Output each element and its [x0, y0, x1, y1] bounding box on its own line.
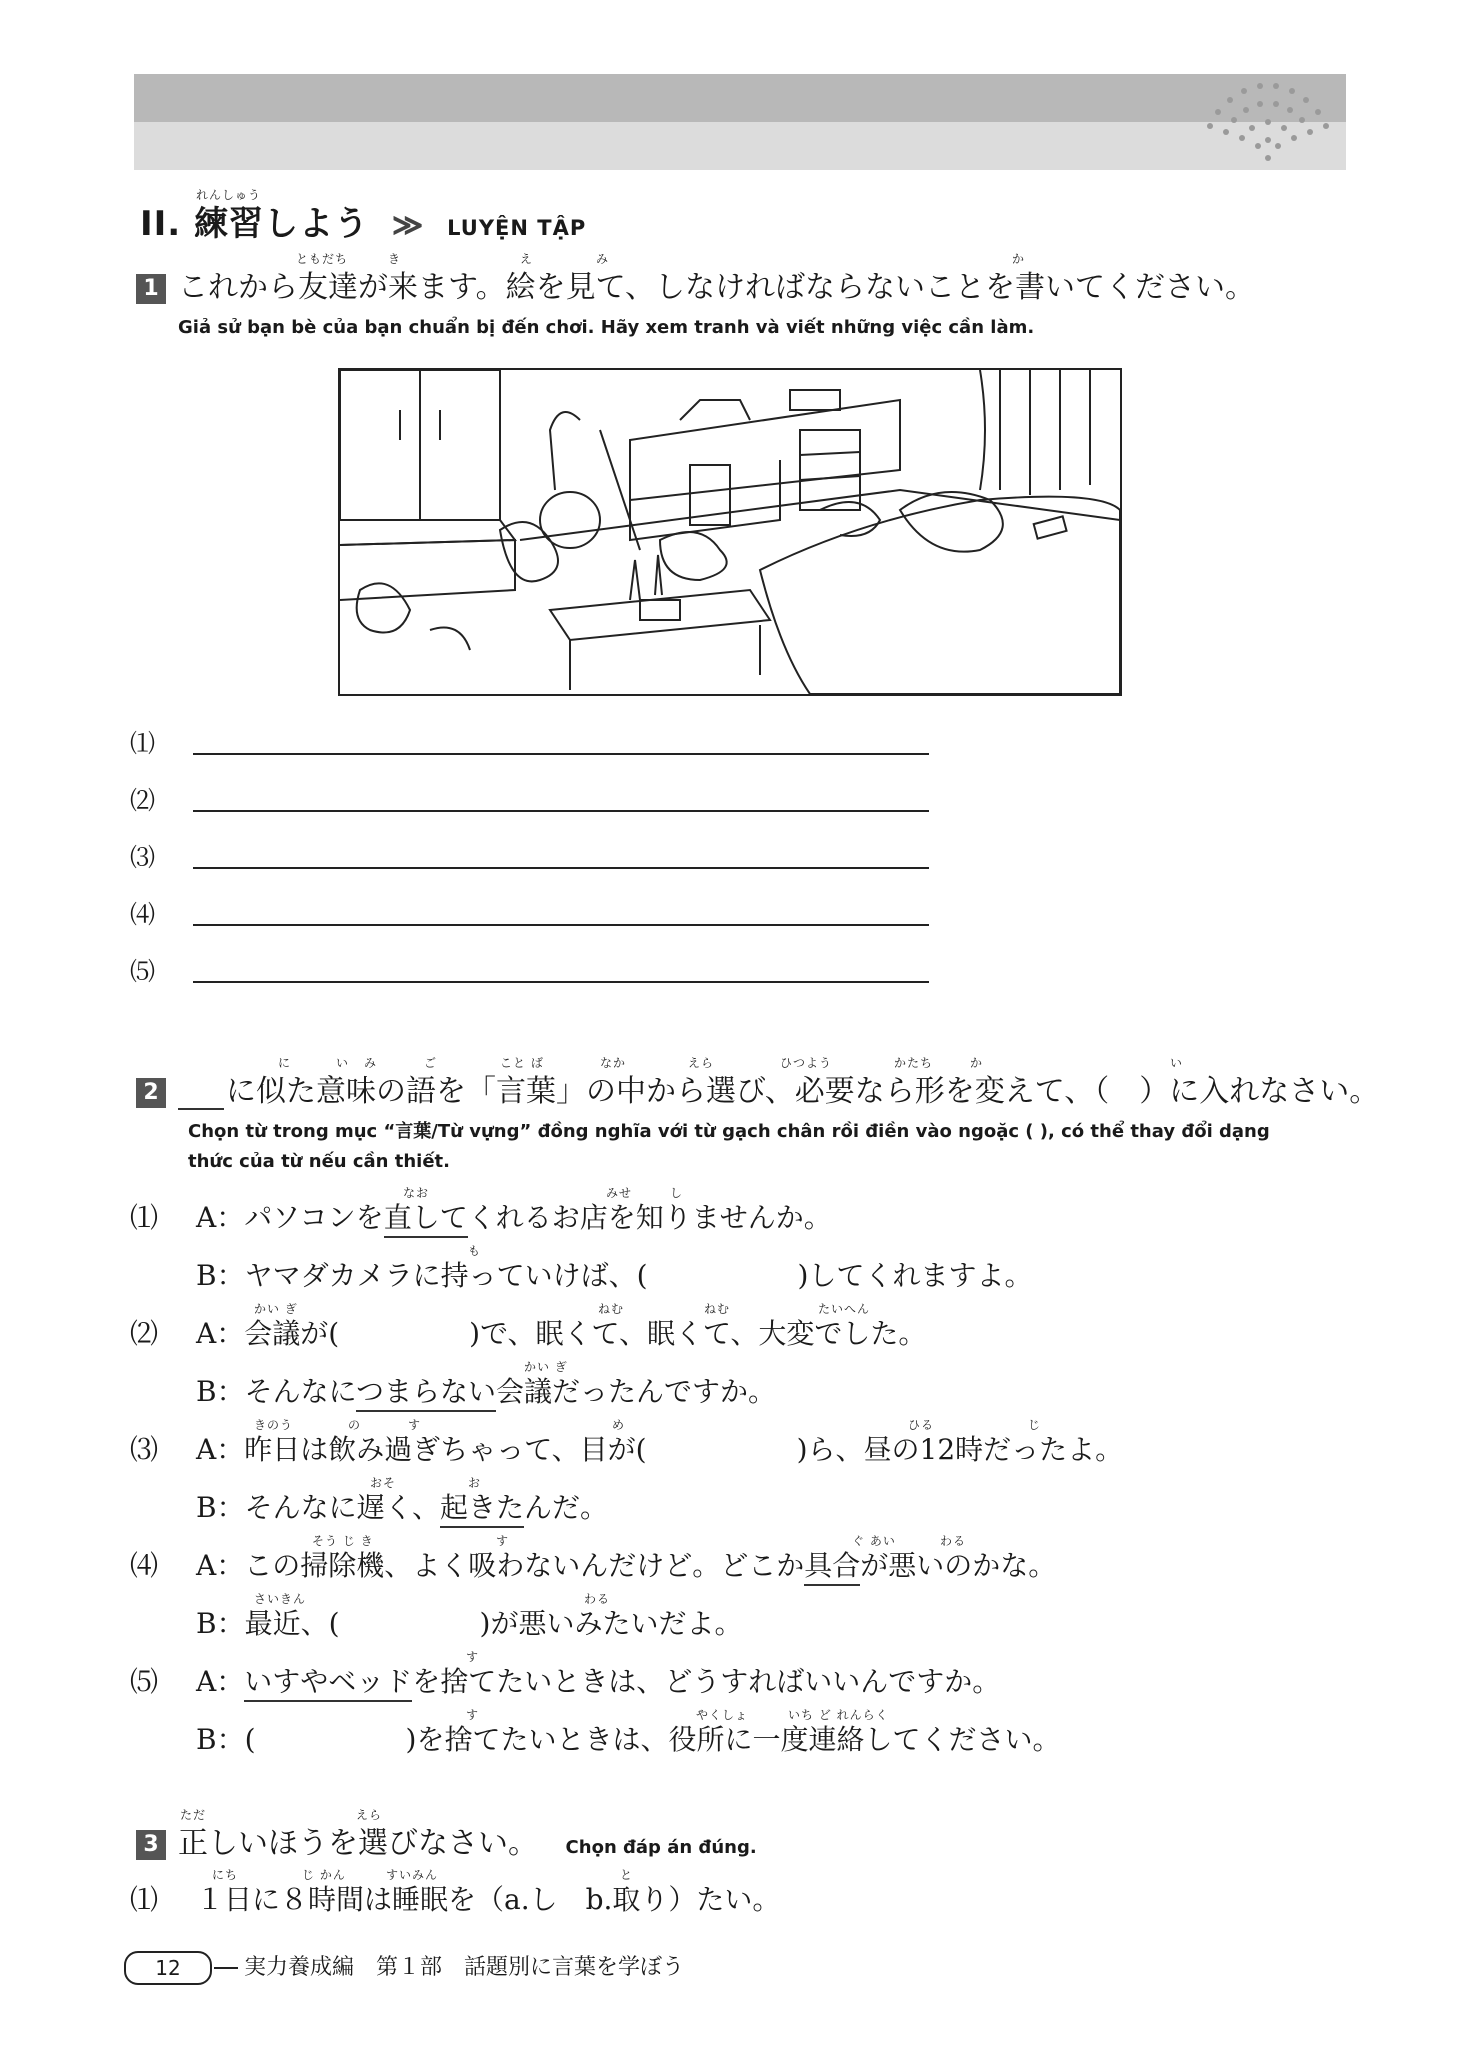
q2-item3-b-line: [196, 1486, 608, 1526]
q2-item2-a-ruby-3: ねむ: [704, 1302, 731, 1316]
q3-item-ruby-2: じ かん: [302, 1868, 346, 1882]
q2-number-badge: 2: [136, 1078, 166, 1108]
section-title-text: 練習しよう: [194, 204, 370, 244]
q2-ruby-9: かたち: [894, 1056, 934, 1070]
q2-item1-a-line: [196, 1196, 832, 1236]
q2-item4-a-underlined: 具合: [804, 1549, 860, 1586]
speaker-b-label: B：: [196, 1259, 245, 1292]
q2-item2-b-line: [196, 1370, 776, 1410]
q3-ruby-2: えら: [356, 1808, 383, 1822]
q2-item1-a-post: くれるお店を知りませんか。: [467, 1201, 832, 1234]
footer-text: 実力養成編 第１部 話題別に言葉を学ぼう: [244, 1955, 685, 1980]
q2-item2-a-pre: 会議が(: [244, 1317, 340, 1350]
q2-item3-b-ruby-1: おそ: [370, 1476, 397, 1490]
header-band-bottom: [134, 122, 1346, 170]
q2-item3-a-post: )ら、昼の12時だったよ。: [796, 1433, 1124, 1466]
q2-item3-number: ⑶: [130, 1433, 159, 1466]
q2-ruby-10: か: [970, 1056, 984, 1070]
q2-item3-a-ruby-6: じ: [1028, 1418, 1042, 1432]
speaker-a-label: A：: [196, 1665, 245, 1698]
q2-item4-a-ruby-3: ぐ あい: [852, 1534, 896, 1548]
q2-item4-a-line: [196, 1544, 1056, 1584]
q2-item3-a-ruby-4: め: [612, 1418, 626, 1432]
q2-ruby-8: ひつよう: [780, 1056, 833, 1070]
q3-item-ruby-4: と: [620, 1868, 634, 1882]
room-drawing: [340, 370, 1120, 694]
q2-ruby-6: なか: [600, 1056, 627, 1070]
answer-label-3: ⑶: [130, 843, 156, 872]
answer-blank-4[interactable]: [193, 924, 929, 926]
answer-blank-3[interactable]: [193, 867, 929, 869]
page-footer: [124, 1950, 684, 1985]
q2-item1-b-ruby-1: も: [468, 1244, 482, 1258]
q2-item2-b-underlined: つまらない: [356, 1375, 496, 1412]
q2-item4-b-post: )が悪いみたいだよ。: [479, 1607, 743, 1640]
q2-item3-b-pre: そんなに遅く、: [244, 1491, 441, 1524]
q2-ruby-7: えら: [688, 1056, 715, 1070]
q2-item4-b-ruby-2: わる: [584, 1592, 611, 1606]
q2-item3-b-underlined: 起きた: [440, 1491, 524, 1528]
answer-blank-5[interactable]: [193, 981, 929, 983]
q2-item1-a-ruby-3: し: [670, 1186, 684, 1200]
q2-item1-b-post: )してくれますよ。: [797, 1259, 1033, 1292]
q2-item2-a-ruby-2: ねむ: [598, 1302, 625, 1316]
q2-item3-b-ruby-2: お: [468, 1476, 482, 1490]
q2-item4-b-ruby-1: さいきん: [254, 1592, 307, 1606]
answer-blank-1[interactable]: [193, 753, 929, 755]
q2-item5-a-line: [196, 1660, 1000, 1700]
q1-instruction: これから友達が来ます。絵を見て、しなければならないことを書いてください。: [178, 270, 1255, 305]
q1-subtitle: Giả sử bạn bè của bạn chuẩn bị đến chơi. Hãy xem tranh và viết những việc cần làm.: [178, 317, 1035, 338]
header-band: [134, 74, 1346, 170]
q3-instruction: 正しいほうを選びなさい。: [178, 1826, 538, 1861]
footer-rule: [214, 1967, 238, 1969]
q1-number-badge: 1: [136, 274, 166, 304]
speaker-a-label: A：: [196, 1317, 245, 1350]
answer-label-2: ⑵: [130, 786, 156, 815]
q2-item5-number: ⑸: [130, 1665, 159, 1698]
messy-room-illustration: [338, 368, 1122, 696]
answer-label-4: ⑷: [130, 900, 156, 929]
q2-item2-number: ⑵: [130, 1317, 159, 1350]
q3-ruby-1: ただ: [180, 1808, 207, 1822]
q2-item5-b-ruby-2: やくしょ: [696, 1708, 749, 1722]
speaker-b-label: B：: [196, 1607, 245, 1640]
q2-item4-b-pre: 最近、(: [244, 1607, 340, 1640]
q2-item5-b-post: )を捨てたいときは、役所に一度連絡してください。: [405, 1723, 1061, 1756]
q2-item5-a-underlined: いすやベッド: [244, 1665, 412, 1702]
dot-fan-decoration: [1188, 76, 1338, 168]
answer-label-5: ⑸: [130, 957, 156, 986]
q2-item5-b-pre: (: [244, 1723, 256, 1756]
q2-ruby-1: に: [278, 1056, 292, 1070]
q2-item3-a-ruby-2: の: [348, 1418, 362, 1432]
header-band-top: [134, 74, 1346, 122]
q1-ruby-3: え: [520, 252, 534, 266]
q3-item-text[interactable]: １日に８時間は睡眠を（a.し b.取り）たい。: [196, 1883, 781, 1916]
section-numeral: II.: [140, 204, 182, 244]
section-title: [140, 196, 586, 245]
q2-item1-number: ⑴: [130, 1201, 159, 1234]
q2-item3-a-ruby-5: ひる: [908, 1418, 935, 1432]
q2-item2-a-line: [196, 1312, 926, 1352]
answer-line-4[interactable]: [130, 891, 930, 931]
q2-item4-number: ⑷: [130, 1549, 159, 1582]
q2-item4-a-ruby-1: そう じ き: [312, 1534, 374, 1548]
q2-item5-b-ruby-1: す: [466, 1708, 480, 1722]
q2-item5-a-post: を捨てたいときは、どうすればいいんですか。: [412, 1665, 1001, 1698]
q2-ruby-11: い: [1170, 1056, 1184, 1070]
q2-ruby-5: こと ば: [500, 1056, 544, 1070]
q2-item3-a-ruby-3: す: [408, 1418, 422, 1432]
q2-item3-a-pre: 昨日は飲み過ぎちゃって、目が(: [244, 1433, 647, 1466]
q2-item5-b-line: [196, 1718, 1060, 1758]
q2-item3-a-ruby-1: きのう: [254, 1418, 294, 1432]
q1-ruby-2: き: [388, 252, 402, 266]
answer-line-2[interactable]: [130, 777, 930, 817]
answer-line-5[interactable]: [130, 948, 930, 988]
q3-item-ruby-1: にち: [212, 1868, 239, 1882]
q2-item5-a-ruby-1: す: [466, 1650, 480, 1664]
q2-item3-b-post: んだ。: [524, 1491, 609, 1524]
q3-item-number: ⑴: [130, 1883, 159, 1916]
q2-item2-b-post: 会議だったんですか。: [496, 1375, 777, 1408]
q2-subtitle-2: thức của từ nếu cần thiết.: [188, 1151, 450, 1172]
q2-item4-a-ruby-2: す: [496, 1534, 510, 1548]
q2-item1-a-underlined: 直して: [384, 1201, 468, 1238]
speaker-a-label: A：: [196, 1201, 245, 1234]
speaker-b-label: B：: [196, 1491, 245, 1524]
q2-item1-a-pre: パソコンを: [244, 1201, 384, 1234]
q2-item4-a-pre: この掃除機、よく吸わないんだけど。どこか: [244, 1549, 805, 1582]
speaker-a-label: A：: [196, 1549, 245, 1582]
page-number: 12: [124, 1951, 212, 1985]
chevron-right-icon: ≫: [391, 208, 425, 243]
answer-line-1[interactable]: [130, 720, 930, 760]
q2-instruction: に似た意味の語を「言葉」の中から選び、必要なら形を変えて、（ ）に入れなさい。: [226, 1074, 1380, 1109]
q3-item-ruby-3: すいみん: [386, 1868, 439, 1882]
q2-item4-b-line: [196, 1602, 742, 1642]
q2-item2-a-ruby-4: たいへん: [818, 1302, 871, 1316]
q2-item2-b-pre: そんなに: [244, 1375, 357, 1408]
q2-subtitle-1: Chọn từ trong mục “言葉/Từ vựng” đồng nghĩa với từ gạch chân rồi điền vào ngoặc ( ), có thể thay đổi dạng: [188, 1121, 1270, 1142]
q3-heading: [136, 1818, 757, 1863]
q2-underline-blank: [178, 1080, 224, 1110]
q2-ruby-4: ご: [424, 1056, 438, 1070]
q2-item2-b-ruby-1: かい ぎ: [524, 1360, 568, 1374]
speaker-b-label: B：: [196, 1375, 245, 1408]
q2-item1-a-ruby-2: みせ: [606, 1186, 633, 1200]
q2-item1-a-ruby-1: なお: [403, 1186, 430, 1200]
section-title-ruby: れんしゅう: [196, 188, 262, 202]
q2-item3-a-line: [196, 1428, 1123, 1468]
speaker-b-label: B：: [196, 1723, 245, 1756]
speaker-a-label: A：: [196, 1433, 245, 1466]
q2-item4-a-post: が悪いのかな。: [860, 1549, 1057, 1582]
q1-heading: [136, 262, 1255, 306]
q3-vi-label: Chọn đáp án đúng.: [565, 1837, 757, 1858]
answer-line-3[interactable]: [130, 834, 930, 874]
q2-ruby-3: み: [364, 1056, 378, 1070]
q2-item5-b-ruby-3: いち ど れんらく: [788, 1708, 889, 1722]
q3-number-badge: 3: [136, 1830, 166, 1860]
q1-ruby-1: ともだち: [296, 252, 349, 266]
q2-item2-a-post: )で、眠くて、眠くて、大変でした。: [469, 1317, 927, 1350]
q2-ruby-2: い: [336, 1056, 350, 1070]
q2-item4-a-ruby-4: わる: [940, 1534, 967, 1548]
q1-ruby-5: か: [1012, 252, 1026, 266]
q1-ruby-4: み: [596, 252, 610, 266]
answer-blank-2[interactable]: [193, 810, 929, 812]
section-vi-label: LUYỆN TẬP: [447, 216, 587, 240]
q2-item1-b-pre: ヤマダカメラに持っていけば、(: [244, 1259, 648, 1292]
answer-label-1: ⑴: [130, 729, 156, 758]
q2-item2-a-ruby-1: かい ぎ: [254, 1302, 298, 1316]
q2-heading: [136, 1066, 1379, 1110]
q2-item1-b-line: [196, 1254, 1032, 1294]
